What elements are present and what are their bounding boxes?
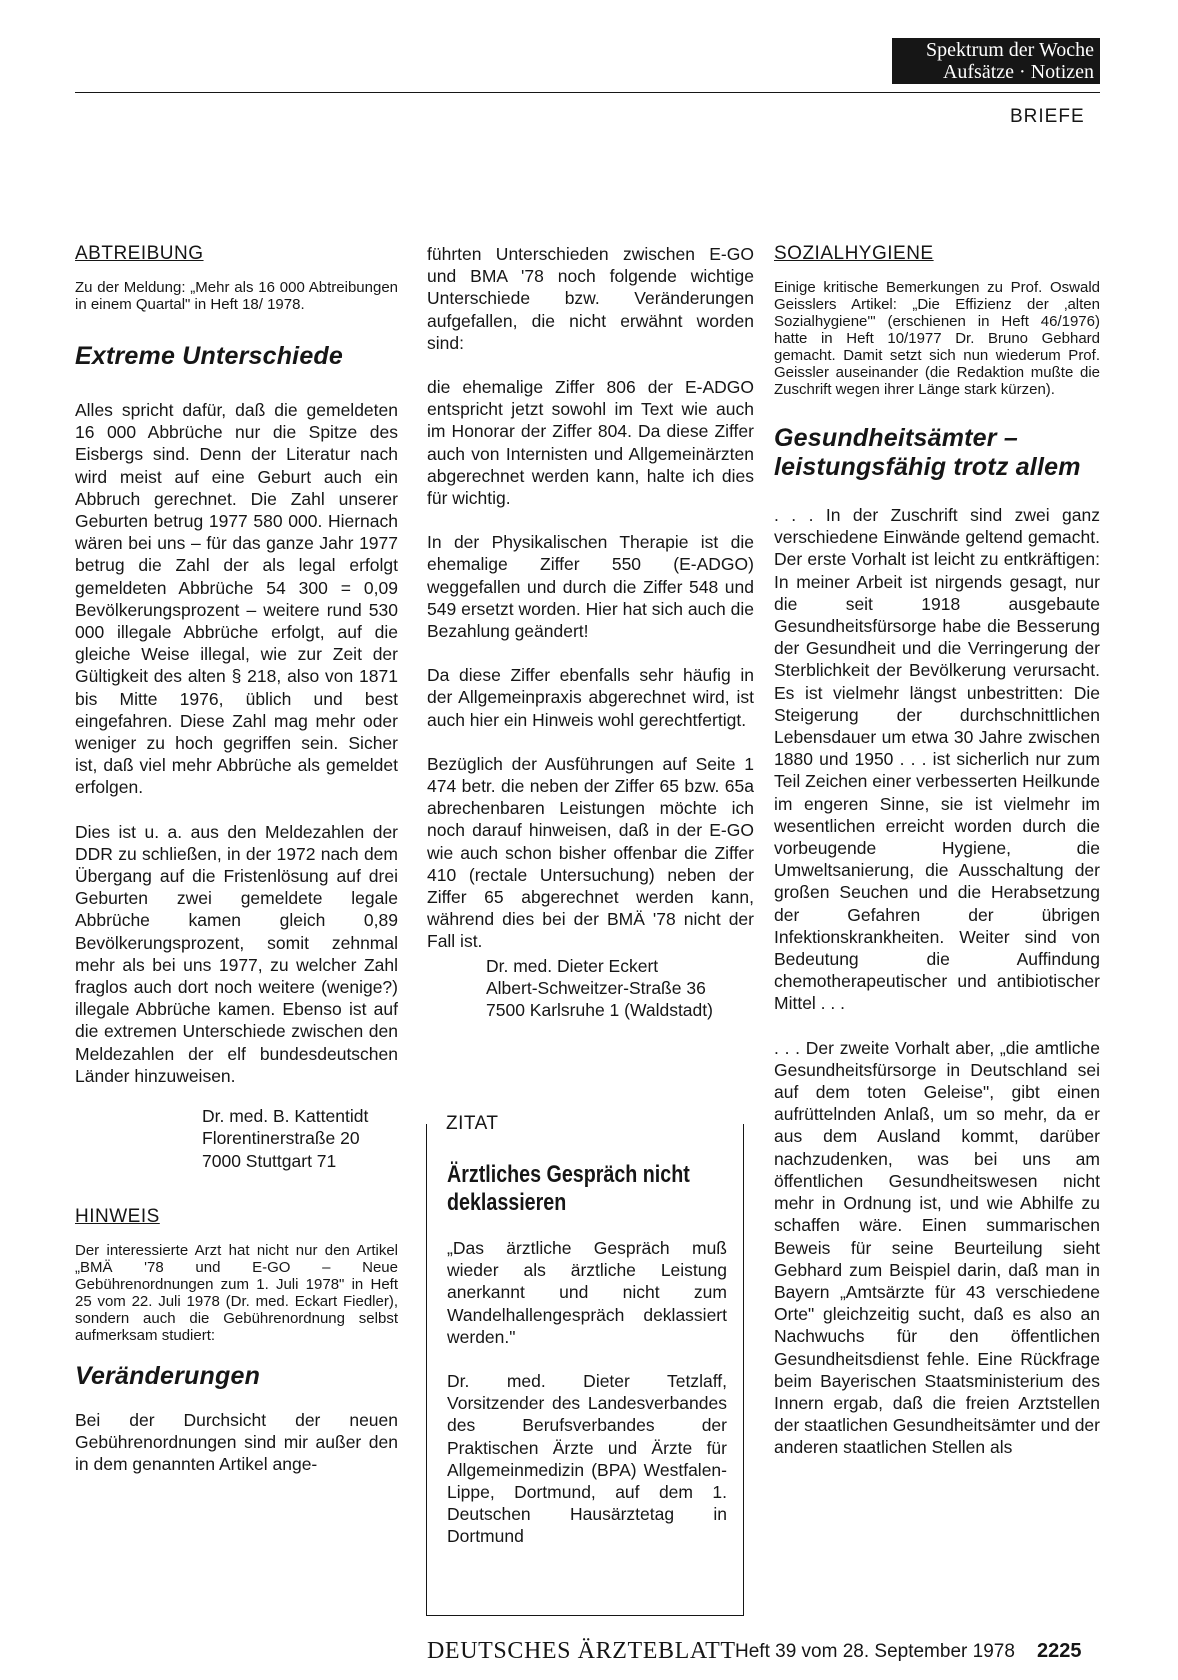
signature-line: 7000 Stuttgart 71 [202,1150,337,1171]
signature-line: Dr. med. Dieter Eckert [486,955,659,976]
quote-box-label: ZITAT [442,1113,502,1135]
signature-line: 7500 Karlsruhe 1 (Waldstadt) [486,1000,713,1021]
paragraph: . . . In der Zuschrift sind zwei ganz verschiedene Einwände geltend gemacht. Der erste Vorhalt ist leicht zu entkräftigen: In meiner Arbeit ist nirgends gesagt, nur die seit 1918 ausgebaute Gesundheitsfürsorge habe die Besserung der Gesundheit und die Verringerung der Sterblichkeit der Bevölkerung verursacht. Es ist vielmehr längst unbestritten: Die Steigerung der durchschnittlichen Lebensdauer um etwa 30 Jahre zwischen 1880 und 1950 . . . ist sicherlich nur zum Teil Zeichen einer verbesserten Heilkunde im engeren Sinne, sie ist vielmehr im wesentlichen erreicht worden durch die vorbeugende Hygiene, die Umweltsanierung, die Ausschaltung der großen Seuchen und die Herabsetzung der Gefahren der übrigen Infektionskrankheiten. Weiter sind von Bedeutung die Auffindung chemotherapeutischer und antibiotischer Mittel . . . [774,505,1100,1014]
issue-info: Heft 39 vom 28. September 1978 [735,1641,1015,1662]
paragraph: Dies ist u. a. aus den Meldezahlen der DDR zu schließen, in der 1972 nach dem Übergang auf die Fristenlösung auf drei Geburten zwei gemeldete legale Abbrüche kamen gleich 0,89 Bevölkerungsprozent, somit zehnmal mehr als bei uns 1977, zu welcher Zahl fraglos auch dort noch weitere (wenige?) illegale Abbrüche kamen. Ebenso ist auf die extremen Unterschiede zwischen den Meldezahlen der elf bundesdeutschen Länder hinzuweisen. [75,821,398,1086]
article-body [75,1409,398,1476]
quote-box-content [447,1161,727,1570]
header-rule [75,92,1100,93]
paragraph: Da diese Ziffer ebenfalls sehr häufig in der Allgemeinpraxis abgerechnet wird, ist auch hier ein Hinweis wohl gerechtfertigt. [427,665,754,730]
quote-text: „Das ärztliche Gespräch muß wieder als ärztliche Leistung anerkannt und nicht zum Wandelhallengespräch deklassiert werden." [447,1238,727,1347]
page-number: 2225 [1037,1640,1082,1662]
column-1 [75,243,398,1475]
article-body [427,243,754,953]
journal-name: DEUTSCHES ÄRZTEBLATT [427,1638,736,1664]
paragraph: . . . Der zweite Vorhalt aber, „die amtliche Gesundheitsfürsorge in Deutschland sei auf dem toten Geleise", gibt einen aufrüttelnden Anlaß, um so mehr, da er aus dem Ausland kommt, darüber nachzudenken, was bei uns am öffentlichen Gesundheitswesen nicht mehr in Ordnung ist, und wie Abhilfe zu schaffen wäre. Einen summarischen Beweis für seine Beurteilung sieht Gebhard zum Beispiel darin, daß man in Bayern „Amtsärzte für 43 verschiedene Orte" gleichzeitig sucht, daß es also an Nachwuchs für den öffentlichen Gesundheitsdienst fehle. Eine Rückfrage beim Bayerischen Staatsministerium des Innern ergab, daß die freien Arztstellen der staatlichen Gesundheitsämter und der anderen staatlichen Stellen als [774,1037,1100,1458]
quote-source: Dr. med. Dieter Tetzlaff, Vorsitzender des Landesverbandes des Berufsverbandes der Praktischen Ärzte und Ärzte für Allgemeinmedizin (BPA) Westfalen-Lippe, Dortmund, auf dem 1. Deutschen Hausärztetag in Dortmund [447,1371,727,1547]
paragraph: Bei der Durchsicht der neuen Gebührenordnungen sind mir außer den in dem genannten Artikel ange- [75,1409,398,1475]
column-2 [427,243,754,1021]
signature-line: Dr. med. B. Kattentidt [202,1106,369,1127]
paragraph: führten Unterschieden zwischen E-GO und BMA '78 noch folgende wichtige Unterschiede bzw. Veränderungen aufgefallen, die nicht erwähnt worden sind: [427,244,754,353]
section-badge [892,38,1100,84]
article-headline: Extreme Unterschiede [75,342,344,370]
badge-line-1: Spektrum der Woche [926,39,1094,61]
letter-signature [486,955,754,1022]
section-heading-sozialhygiene: SOZIALHYGIENE [774,243,934,264]
paragraph: Alles spricht dafür, daß die gemeldeten 16 000 Abbrüche nur die Spitze des Eisbergs sind. Denn der Literatur nach wird meist auf eine Geburt auch ein Abbruch gerechnet. Die Zahl unserer Geburten betrug 1977 580 000. Hiernach wären bei uns – für das ganze Jahr 1977 betrug die Zahl der als legal erfolgt gemeldeten Abbrüche 54 300 = 0,09 Bevölkerungsprozent – weitere rund 530 000 illegale Abbrüche erfolgt, auf die gleiche Weise illegal, wie zur Zeit der Gültigkeit des alten § 218, also von 1871 bis Mitte 1976, üblich und best eingefahren. Diese Zahl mag mehr oder weniger zu hoch gegriffen sein. Sicher ist, daß viel mehr Abbrüche als gemeldet erfolgen. [75,400,398,798]
article-intro: Der interessierte Arzt hat nicht nur den Artikel „BMÄ '78 und E-GO – Neue Gebührenordnungen zum 1. Juli 1978" in Heft 25 vom 22. Juli 1978 (Dr. med. Eckart Fiedler), sondern auch die Gebührenordnung selbst aufmerksam studiert: [75,1241,398,1344]
letter-signature [202,1105,398,1172]
section-heading-hinweis: HINWEIS [75,1205,160,1227]
paragraph: In der Physikalischen Therapie ist die ehemalige Ziffer 550 (E-ADGO) weggefallen und durch die Ziffer 548 und 549 ersetzt worden. Hier hat sich auch die Bezahlung geändert! [427,532,754,642]
article-headline: Veränderungen [75,1361,261,1390]
column-3 [774,243,1100,1459]
signature-line: Florentinerstraße 20 [202,1128,360,1149]
article-intro: Zu der Meldung: „Mehr als 16 000 Abtreibungen in einem Quartal" in Heft 18/ 1978. [75,279,398,313]
paragraph: die ehemalige Ziffer 806 der E-ADGO entspricht jetzt sowohl im Text wie auch im Honorar der Ziffer 804. Da diese Ziffer auch von Internisten und Allgemeinärzten abgerechnet werden kann, halte ich dies für wichtig. [427,377,754,509]
article-intro: Einige kritische Bemerkungen zu Prof. Oswald Geisslers Artikel: „Die Effizienz der ‚alten Sozialhygiene'" (erschienen in Heft 46/1976) hatte in Heft 10/1977 Dr. Bruno Gebhard gemacht. Damit setzt sich nun wiederum Prof. Geissler auseinander (die Redaktion mußte die Zuschrift wegen ihrer Länge stark kürzen). [774,279,1100,398]
section-heading-abtreibung: ABTREIBUNG [75,243,204,264]
paragraph: Bezüglich der Ausführungen auf Seite 1 474 betr. die neben der Ziffer 65 bzw. 65a abrechenbaren Leistungen möchte ich noch darauf hinweisen, daß in der E-GO wie auch schon bisher offenbar die Ziffer 410 (rectale Untersuchung) neben der Ziffer 65 abgerechnet werden kann, während dies bei der BMÄ '78 nicht der Fall ist. [427,753,754,952]
quote-headline: Ärztliches Gespräch nicht deklassieren [447,1161,690,1216]
article-headline: Gesundheitsämter – leistungsfähig trotz allem [774,424,1081,481]
badge-line-2: Aufsätze · Notizen [942,61,1094,83]
page-section-title: BRIEFE [1010,106,1085,127]
signature-line: Albert-Schweitzer-Straße 36 [486,977,706,998]
article-body [75,399,398,1087]
page-footer [0,1638,1178,1668]
article-body [774,504,1100,1459]
